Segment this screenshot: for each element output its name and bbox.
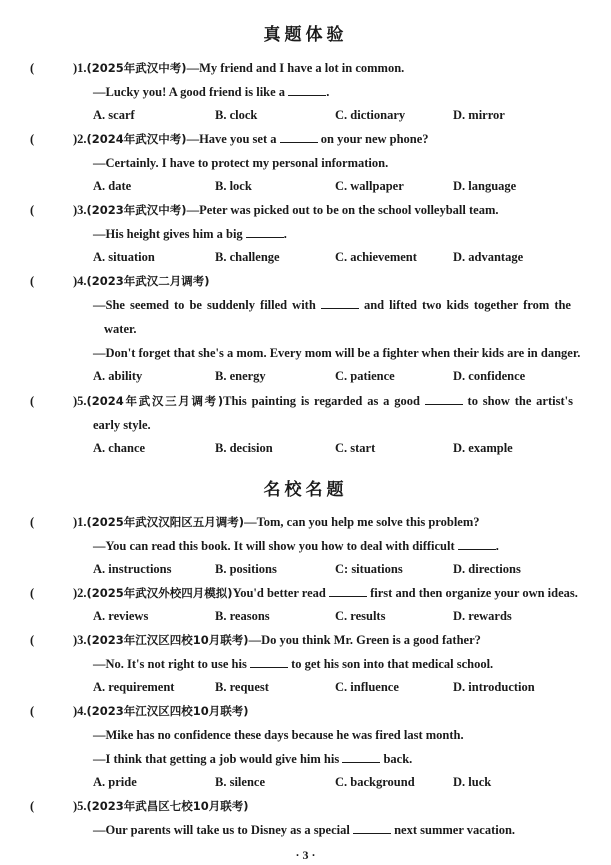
answer-blank [280, 132, 318, 143]
option-c: C: situations [335, 562, 403, 576]
option-d: D. example [453, 441, 513, 455]
option-b: B. lock [215, 179, 252, 193]
option-a: A. chance [93, 441, 146, 455]
question-number: 1. [77, 515, 87, 529]
option-c: C. influence [335, 680, 399, 694]
option-a: A. requirement [93, 680, 175, 694]
question-text: —His height gives him a big [93, 227, 246, 241]
question-text: —She seemed to be suddenly filled with [93, 298, 321, 312]
question-text: —Our parents will take us to Disney as a special [93, 823, 353, 837]
option-d: D. introduction [453, 680, 535, 694]
answer-blank [246, 227, 284, 238]
question-number: 5. [77, 799, 87, 813]
question-source: (2024年武汉中考) [86, 132, 187, 146]
option-a: A. pride [93, 775, 137, 789]
option-a: A. scarf [93, 108, 135, 122]
option-b: B. request [215, 680, 269, 694]
question-number: 3. [77, 203, 87, 217]
option-b: B. decision [215, 441, 273, 455]
option-d: D. rewards [453, 609, 512, 623]
answer-bracket[interactable]: ( [30, 203, 35, 217]
option-c: C. start [335, 441, 376, 455]
question-source: (2025年武汉汉阳区五月调考) [86, 515, 245, 529]
option-c: C. wallpaper [335, 179, 404, 193]
option-b: B. energy [215, 369, 266, 383]
option-c: C. dictionary [335, 108, 406, 122]
question-number: 2. [77, 586, 87, 600]
option-a: A. date [93, 179, 132, 193]
option-b: B. challenge [215, 250, 280, 264]
answer-blank [353, 823, 391, 834]
question-number: 3. [77, 633, 87, 647]
option-c: C. results [335, 609, 386, 623]
answer-blank [250, 657, 288, 668]
option-d: D. confidence [453, 369, 526, 383]
question-text: —My friend and I have a lot in common. [186, 61, 405, 75]
option-a: A. situation [93, 250, 155, 264]
answer-blank [342, 752, 380, 763]
option-d: D. mirror [453, 108, 505, 122]
option-a: A. ability [93, 369, 143, 383]
question-number: 5. [77, 394, 87, 408]
answer-bracket[interactable]: ( [30, 704, 35, 718]
exam-page: 真题体验 ( )1.(2025年武汉中考)—My friend and I have a lot in common. —Lucky you! A good friend is like a . A. scarf B. clock C. dictionary D. mirror ( )2.(2024年武汉中考)—Have you set a on your new phone? —Certainly. I have to protect my personal information. A. date B. lock C. wallpaper D. language ( )3.(2023年武汉中考)—Peter was picked out to be on the school volleyball team. —His height gives him a big . A. situation B. challenge C. achievement D. advantage ( )4.(2023年武汉二月调考) —She seemed to be suddenly filled with and lifted two kids together from the water. —Don't forget that she's a mom. Every mom will be a fighter when their kids are in danger. A. ability B. energy C. patience D. confidence ( )5.(2024年武汉三月调考)This painting is regarded as a good to show the artist's early style. A. chance B. decision C. start D. example 名校名题 ( )1.(2025年武汉汉阳区五月调考)—Tom, can you help me solve this problem? —You can read this book. It will show you how to deal with difficult . A. instructions B. positions C: situations D. directions ( )2.(2025年武汉外校四月模拟)You'd better read first and then organize your own ideas. A. reviews B. reasons C. results D. rewards ( )3.(2023年江汉区四校10月联考)—Do you think Mr. Green is a good father? —No. It's not right to use his to get his son into that medical school. A. requirement B. request C. influence D. introduction ( )4.(2023年江汉区四校10月联考) —Mike has no confidence these days because he was fired last month. —I think that getting a job would give him his back. A. pride B. silence C. background D. luck ( )5.(2023年武昌区七校10月联考) —Our parents will take us to Disney as a special next summer vacation. · 3 · [0, 0, 611, 865]
option-b: B. clock [215, 108, 258, 122]
option-b: B. positions [215, 562, 277, 576]
answer-bracket[interactable]: ( [30, 515, 35, 529]
answer-bracket[interactable]: ( [30, 394, 35, 408]
answer-bracket[interactable]: ( [30, 61, 35, 75]
question-source: (2024年武汉三月调考) [86, 394, 224, 408]
question-source: (2023年武汉二月调考) [86, 274, 210, 288]
question-source: (2023年江汉区四校10月联考) [86, 704, 249, 718]
answer-bracket[interactable]: ( [30, 274, 35, 288]
option-a: A. instructions [93, 562, 172, 576]
question-text: —Certainly. I have to protect my personal information. [93, 156, 389, 170]
question-text: —No. It's not right to use his [93, 657, 250, 671]
question-number: 2. [77, 132, 87, 146]
option-d: D. luck [453, 775, 492, 789]
question-number: 1. [77, 61, 87, 75]
question-number: 4. [77, 704, 87, 718]
answer-bracket[interactable]: ( [30, 132, 35, 146]
option-d: D. directions [453, 562, 521, 576]
question-source: (2023年武昌区七校10月联考) [86, 799, 249, 813]
question-text: —Mike has no confidence these days because he was fired last month. [93, 728, 464, 742]
question-text: —You can read this book. It will show you how to deal with difficult [93, 539, 458, 553]
option-d: D. language [453, 179, 517, 193]
answer-blank [329, 586, 367, 597]
question-text: —Lucky you! A good friend is like a [93, 85, 289, 99]
section-title-real-exam: 真题体验 [263, 25, 348, 45]
option-b: B. reasons [215, 609, 270, 623]
question-number: 4. [77, 274, 87, 288]
option-c: C. background [335, 775, 415, 789]
question-source: (2023年武汉中考) [86, 203, 187, 217]
answer-blank [321, 298, 359, 309]
question-text: —Don't forget that she's a mom. Every mom will be a fighter when their kids are in danger. [93, 346, 581, 360]
answer-bracket[interactable]: ( [30, 633, 35, 647]
option-d: D. advantage [453, 250, 524, 264]
option-c: C. achievement [335, 250, 417, 264]
question-source: (2025年武汉中考) [86, 61, 187, 75]
answer-bracket[interactable]: ( [30, 586, 35, 600]
question-source: (2025年武汉外校四月模拟) [86, 586, 233, 600]
page-number: · 3 · [295, 848, 316, 862]
answer-bracket[interactable]: ( [30, 799, 35, 813]
section-title-famous-schools: 名校名题 [263, 480, 348, 500]
answer-blank [288, 85, 326, 96]
option-a: A. reviews [93, 609, 149, 623]
answer-blank [425, 394, 463, 405]
question-text: —I think that getting a job would give him his [93, 752, 343, 766]
option-c: C. patience [335, 369, 395, 383]
option-b: B. silence [215, 775, 265, 789]
answer-blank [458, 539, 496, 550]
question-source: (2023年江汉区四校10月联考) [86, 633, 249, 647]
